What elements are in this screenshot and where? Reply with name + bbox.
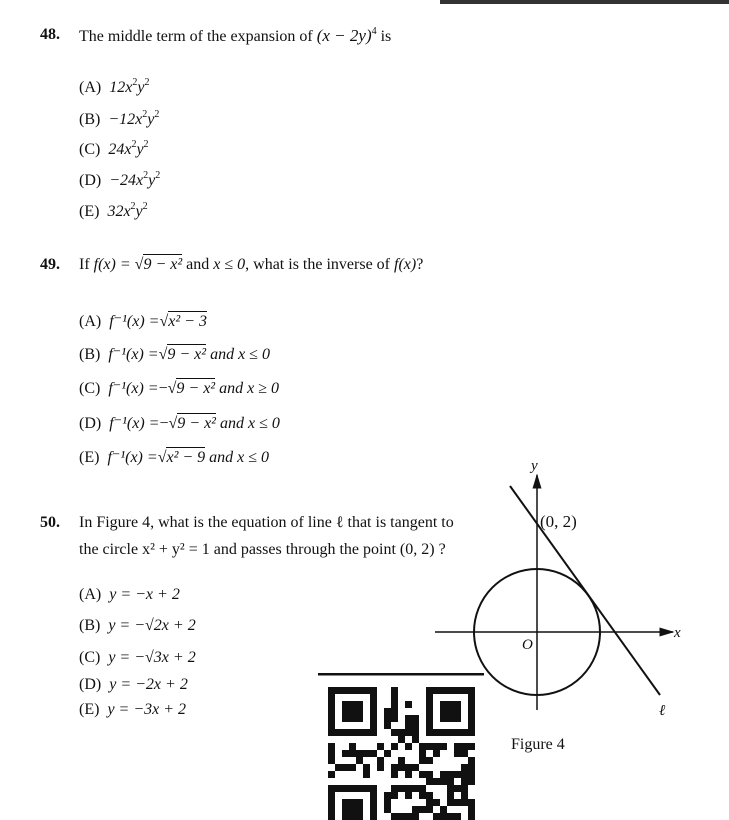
radical: √x² − 9	[157, 449, 206, 466]
qr-finder	[440, 701, 461, 722]
qr-finder	[468, 687, 475, 736]
qr-module	[391, 715, 398, 722]
qr-module	[419, 792, 426, 799]
qr-module	[440, 771, 447, 778]
qr-module	[349, 764, 356, 771]
qr-module	[391, 701, 398, 708]
answer-option	[79, 413, 280, 433]
qr-module	[454, 813, 461, 820]
answer-option	[79, 79, 149, 97]
option-coef: 24x	[108, 141, 132, 158]
option-coef: 12x	[109, 79, 133, 96]
qr-module	[461, 750, 468, 757]
option-letter: (D)	[79, 415, 102, 432]
qr-module	[391, 764, 398, 771]
question-number: 50.	[40, 514, 60, 531]
qr-module	[461, 799, 468, 806]
qr-module	[363, 771, 370, 778]
qr-module	[412, 715, 419, 722]
option-letter: (A)	[79, 79, 102, 96]
qr-finder	[328, 687, 335, 736]
qr-finder	[328, 729, 377, 736]
qr-finder	[370, 785, 377, 820]
radical: √x² − 3	[159, 313, 207, 330]
option-equation: y = −√2x + 2	[108, 617, 196, 634]
option-var: y	[135, 203, 143, 220]
option-equation: y = −√3x + 2	[108, 649, 196, 666]
qr-module	[461, 792, 468, 799]
qr-module	[440, 778, 447, 785]
option-exponent: 2	[131, 139, 137, 150]
qr-module	[461, 785, 468, 792]
radicand: x² − 9	[166, 449, 206, 466]
qr-module	[412, 736, 419, 743]
qr-module	[433, 750, 440, 757]
qr-module	[433, 743, 440, 750]
qr-finder	[426, 687, 433, 736]
option-letter: (B)	[79, 346, 101, 363]
qr-module	[447, 771, 454, 778]
qr-module	[461, 743, 468, 750]
qr-module	[454, 799, 461, 806]
option-exponent: 2	[143, 139, 149, 150]
option-condition: and x ≤ 0	[210, 346, 270, 363]
option-letter: (B)	[79, 617, 101, 634]
qr-module	[419, 771, 426, 778]
qr-module	[461, 778, 468, 785]
qr-module	[419, 757, 426, 764]
qr-module	[391, 813, 398, 820]
qr-module	[447, 813, 454, 820]
answer-option	[79, 701, 186, 719]
qr-module	[377, 764, 384, 771]
option-coef: 32x	[107, 203, 131, 220]
qr-module	[356, 750, 363, 757]
qr-finder	[426, 687, 475, 694]
qr-module	[433, 799, 440, 806]
inverse-notation: f⁻¹(x) =	[109, 415, 160, 432]
qr-module	[398, 736, 405, 743]
option-exponent: 2	[143, 170, 149, 181]
figure-caption: Figure 4	[511, 736, 565, 753]
answer-option	[79, 172, 160, 190]
option-letter: (D)	[79, 172, 102, 189]
option-exponent: 2	[154, 109, 160, 120]
qr-module	[398, 757, 405, 764]
qr-module	[468, 743, 475, 750]
qr-module	[391, 687, 398, 694]
option-condition: and x ≥ 0	[219, 380, 279, 397]
qr-module	[468, 813, 475, 820]
qr-finder	[426, 729, 475, 736]
qr-module	[384, 792, 391, 799]
answer-option	[79, 141, 149, 159]
radical: √9 − x²	[168, 415, 216, 432]
qr-module	[426, 799, 433, 806]
origin-label: O	[522, 637, 533, 653]
qr-module	[349, 743, 356, 750]
option-sign: −	[158, 380, 168, 397]
qr-module	[405, 715, 412, 722]
qr-module	[454, 771, 461, 778]
qr-module	[412, 813, 419, 820]
question-number: 49.	[40, 256, 60, 273]
qr-module	[328, 743, 335, 750]
qr-module	[398, 813, 405, 820]
qr-module	[377, 757, 384, 764]
qr-module	[454, 785, 461, 792]
qr-module	[384, 715, 391, 722]
answer-option	[79, 649, 196, 667]
option-equation: y = −2x + 2	[109, 676, 188, 693]
qr-module	[342, 750, 349, 757]
qr-module	[391, 771, 398, 778]
option-letter: (C)	[79, 649, 101, 666]
qr-module	[328, 750, 335, 757]
option-exponent: 2	[132, 77, 138, 88]
qr-module	[405, 764, 412, 771]
qr-module	[426, 778, 433, 785]
qr-module	[398, 785, 405, 792]
qr-module	[391, 708, 398, 715]
qr-module	[405, 701, 412, 708]
qr-module	[405, 785, 412, 792]
qr-module	[384, 806, 391, 813]
option-exponent: 2	[142, 201, 148, 212]
inverse-notation: f⁻¹(x) =	[109, 313, 160, 330]
option-exponent: 2	[142, 109, 148, 120]
qr-module	[391, 694, 398, 701]
qr-module	[433, 813, 440, 820]
qr-module	[328, 771, 335, 778]
radical: √9 − x²	[134, 256, 183, 273]
qr-module	[447, 799, 454, 806]
option-letter: (A)	[79, 586, 102, 603]
qr-module	[363, 750, 370, 757]
qr-module	[468, 764, 475, 771]
qr-module	[370, 750, 377, 757]
option-condition: and x ≤ 0	[219, 415, 280, 432]
option-letter: (C)	[79, 380, 101, 397]
qr-module	[391, 743, 398, 750]
qr-code	[318, 673, 484, 820]
qr-top-border	[318, 673, 484, 676]
qr-module	[398, 764, 405, 771]
qr-module	[426, 743, 433, 750]
qr-module	[363, 764, 370, 771]
answer-option	[79, 447, 269, 467]
qr-module	[426, 792, 433, 799]
answer-option	[79, 378, 279, 398]
option-letter: (C)	[79, 141, 101, 158]
qr-module	[391, 729, 398, 736]
radicand: 9 − x²	[167, 346, 207, 363]
option-letter: (B)	[79, 111, 101, 128]
answer-option	[79, 344, 270, 364]
answer-option	[79, 111, 159, 129]
question-stem: The middle term of the expansion of $(x - 2y)^4$ is	[79, 26, 392, 45]
qr-module	[419, 785, 426, 792]
qr-finder	[342, 799, 363, 820]
qr-module	[335, 764, 342, 771]
qr-module	[412, 722, 419, 729]
qr-module	[377, 743, 384, 750]
qr-module	[447, 785, 454, 792]
top-edge-bar	[440, 0, 729, 4]
qr-module	[384, 722, 391, 729]
qr-finder	[328, 785, 335, 820]
point-label: (0, 2)	[540, 512, 577, 531]
x-axis-label: x	[674, 625, 681, 641]
inverse-notation: f⁻¹(x) =	[107, 449, 158, 466]
qr-module	[461, 764, 468, 771]
qr-module	[440, 806, 447, 813]
qr-module	[384, 708, 391, 715]
qr-module	[447, 778, 454, 785]
qr-module	[412, 785, 419, 792]
qr-module	[433, 778, 440, 785]
inverse-notation: f⁻¹(x) =	[108, 380, 159, 397]
answer-option	[79, 586, 180, 604]
radicand: 9 − x²	[176, 380, 216, 397]
qr-module	[419, 806, 426, 813]
option-exponent: 2	[130, 201, 136, 212]
answer-option	[79, 676, 188, 694]
qr-module	[440, 743, 447, 750]
qr-module	[349, 750, 356, 757]
inverse-notation: f⁻¹(x) =	[108, 346, 159, 363]
qr-module	[412, 729, 419, 736]
question-stem-line-1: In Figure 4, what is the equation of line ℓ that is tangent to	[79, 514, 454, 531]
option-exponent: 2	[155, 170, 161, 181]
qr-module	[384, 750, 391, 757]
qr-module	[454, 750, 461, 757]
option-letter: (D)	[79, 676, 102, 693]
radical: √9 − x²	[158, 346, 207, 363]
qr-module	[398, 729, 405, 736]
option-var: y	[136, 141, 144, 158]
qr-module	[405, 792, 412, 799]
option-coef: −12x	[108, 111, 143, 128]
option-coef: −24x	[109, 172, 144, 189]
qr-module	[426, 757, 433, 764]
qr-module	[454, 743, 461, 750]
radicand: 9 − x²	[177, 415, 216, 432]
option-letter: (A)	[79, 313, 102, 330]
option-equation: y = −3x + 2	[107, 701, 187, 718]
qr-module	[461, 771, 468, 778]
qr-module	[342, 764, 349, 771]
qr-module	[405, 722, 412, 729]
qr-finder	[342, 701, 363, 722]
answer-option	[79, 617, 196, 635]
option-sign: −	[159, 415, 169, 432]
qr-module	[405, 771, 412, 778]
qr-module	[468, 771, 475, 778]
line-label: ℓ	[659, 703, 666, 719]
qr-module	[384, 799, 391, 806]
qr-module	[412, 806, 419, 813]
qr-module	[468, 757, 475, 764]
qr-module	[468, 806, 475, 813]
qr-module	[468, 799, 475, 806]
answer-option	[79, 311, 207, 331]
qr-module	[328, 757, 335, 764]
option-condition: and x ≤ 0	[209, 449, 270, 466]
qr-module	[356, 757, 363, 764]
qr-module	[405, 729, 412, 736]
qr-module	[468, 778, 475, 785]
qr-module	[391, 785, 398, 792]
qr-finder	[328, 687, 377, 694]
qr-module	[426, 806, 433, 813]
tangent-line	[510, 486, 660, 695]
question-stem-line-2: the circle x² + y² = 1 and passes through the point (0, 2) ?	[79, 541, 446, 558]
radicand: x² − 3	[168, 313, 207, 330]
option-letter: (E)	[79, 203, 100, 220]
option-var: y	[147, 111, 155, 128]
qr-module	[412, 764, 419, 771]
qr-module	[426, 771, 433, 778]
option-exponent: 2	[144, 77, 150, 88]
qr-module	[405, 813, 412, 820]
qr-module	[419, 743, 426, 750]
option-letter: (E)	[79, 701, 100, 718]
option-equation: y = −x + 2	[109, 586, 180, 603]
option-var: y	[148, 172, 156, 189]
qr-module	[447, 792, 454, 799]
option-var: y	[137, 79, 145, 96]
y-axis-label: y	[531, 458, 538, 474]
qr-module	[391, 792, 398, 799]
question-stem: If f(x) = √9 − x² and x ≤ 0, what is the inverse of f(x)?	[79, 256, 424, 273]
radical: √9 − x²	[167, 380, 216, 397]
qr-module	[405, 743, 412, 750]
question-number: 48.	[40, 26, 60, 43]
qr-module	[419, 750, 426, 757]
answer-option	[79, 203, 148, 221]
qr-modules	[328, 687, 475, 820]
option-letter: (E)	[79, 449, 100, 466]
qr-module	[440, 813, 447, 820]
qr-finder	[370, 687, 377, 736]
qr-finder	[328, 785, 377, 792]
